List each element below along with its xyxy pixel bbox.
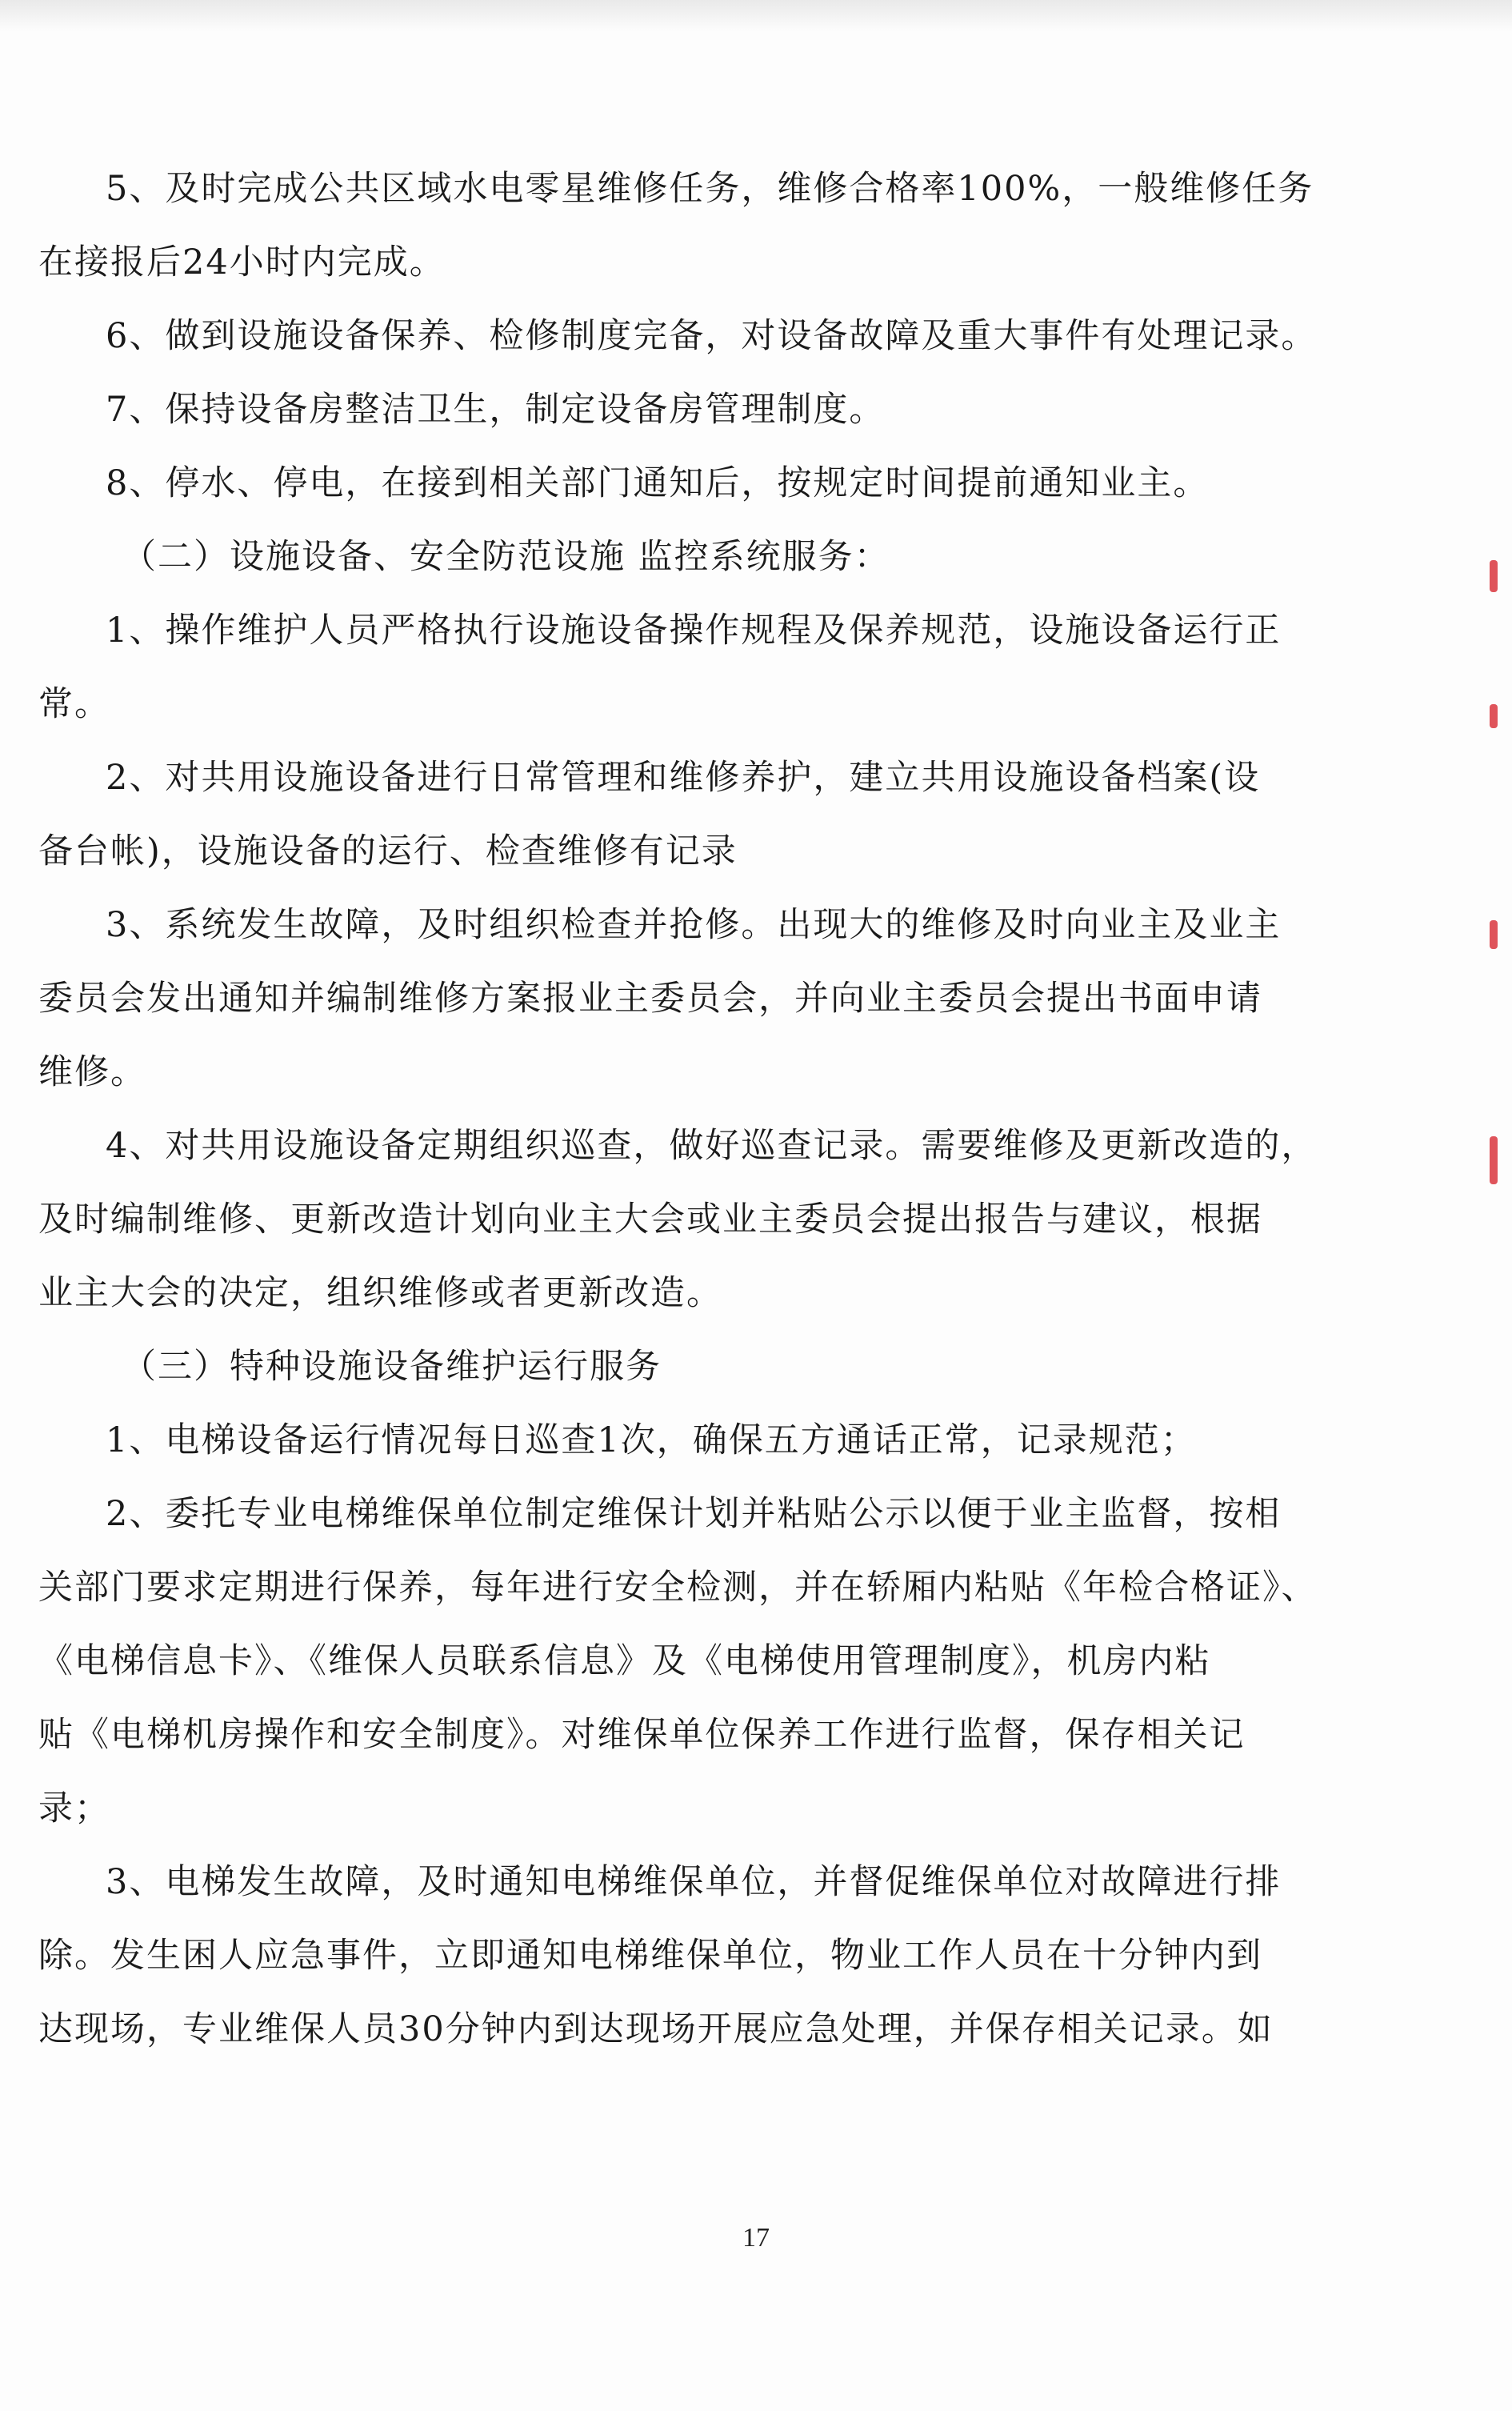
text-line: （三）特种设施设备维护运行服务 <box>122 1347 662 1387</box>
text-line: 委员会发出通知并编制维修方案报业主委员会，并向业主委员会提出书面申请 <box>38 979 1262 1019</box>
seal-mark <box>1490 704 1498 728</box>
seal-mark <box>1490 920 1498 949</box>
text-line: 1、操作维护人员严格执行设施设备操作规程及保养规范，设施设备运行正 <box>106 611 1282 651</box>
paragraph <box>38 447 1334 520</box>
section-heading <box>38 1330 1334 1404</box>
paragraph <box>38 1404 1334 1477</box>
text-line: 3、电梯发生故障，及时通知电梯维保单位，并督促维保单位对故障进行排 <box>106 1862 1282 1902</box>
seal-mark <box>1490 560 1498 592</box>
paragraph <box>38 1477 1334 1845</box>
scan-shadow <box>0 0 1512 32</box>
text-line: 2、对共用设施设备进行日常管理和维修养护，建立共用设施设备档案(设 <box>106 758 1261 798</box>
paragraph <box>38 888 1334 1109</box>
text-line: 2、委托专业电梯维保单位制定维保计划并粘贴公示以便于业主监督，按相 <box>106 1494 1282 1534</box>
text-line: 关部门要求定期进行保养，每年进行安全检测，并在轿厢内粘贴《年检合格证》、 <box>38 1568 1318 1608</box>
text-line: 业主大会的决定，组织维修或者更新改造。 <box>38 1273 722 1313</box>
paragraph <box>38 1109 1334 1330</box>
seal-mark <box>1490 1136 1498 1184</box>
text-line: 7、保持设备房整洁卫生，制定设备房管理制度。 <box>106 390 886 430</box>
text-line: 贴《电梯机房操作和安全制度》。对维保单位保养工作进行监督，保存相关记 <box>38 1715 1246 1755</box>
paragraph <box>38 1845 1334 2066</box>
paragraph <box>38 594 1334 741</box>
section-heading <box>38 520 1334 594</box>
text-line: 维修。 <box>38 1052 146 1092</box>
paragraph <box>38 152 1334 299</box>
text-line: （二）设施设备、安全防范设施 监控系统服务： <box>122 537 890 577</box>
text-line: 达现场，专业维保人员30分钟内到达现场开展应急处理，并保存相关记录。如 <box>38 2009 1274 2049</box>
text-line: 5、及时完成公共区域水电零星维修任务，维修合格率100%，一般维修任务 <box>106 169 1314 209</box>
text-line: 录； <box>38 1788 110 1828</box>
page-number: 17 <box>742 2223 770 2253</box>
document-body <box>38 152 1334 2066</box>
text-line: 在接报后24小时内完成。 <box>38 242 446 282</box>
paragraph <box>38 741 1334 888</box>
text-line: 1、电梯设备运行情况每日巡查1次，确保五方通话正常，记录规范； <box>106 1420 1197 1460</box>
text-line: 备台帐)，设施设备的运行、检查维修有记录 <box>38 831 738 871</box>
text-line: 《电梯信息卡》、《维保人员联系信息》及《电梯使用管理制度》，机房内粘 <box>38 1641 1211 1681</box>
text-line: 及时编制维修、更新改造计划向业主大会或业主委员会提出报告与建议，根据 <box>38 1199 1262 1240</box>
text-line: 常。 <box>38 684 110 724</box>
text-line: 4、对共用设施设备定期组织巡查，做好巡查记录。需要维修及更新改造的， <box>106 1126 1318 1166</box>
paragraph <box>38 299 1334 373</box>
text-line: 6、做到设施设备保养、检修制度完备，对设备故障及重大事件有处理记录。 <box>106 316 1318 356</box>
text-line: 3、系统发生故障，及时组织检查并抢修。出现大的维修及时向业主及业主 <box>106 905 1282 945</box>
text-line: 8、停水、停电，在接到相关部门通知后，按规定时间提前通知业主。 <box>106 463 1210 503</box>
text-line: 除。发生困人应急事件，立即通知电梯维保单位，物业工作人员在十分钟内到 <box>38 1936 1262 1976</box>
paragraph <box>38 373 1334 447</box>
